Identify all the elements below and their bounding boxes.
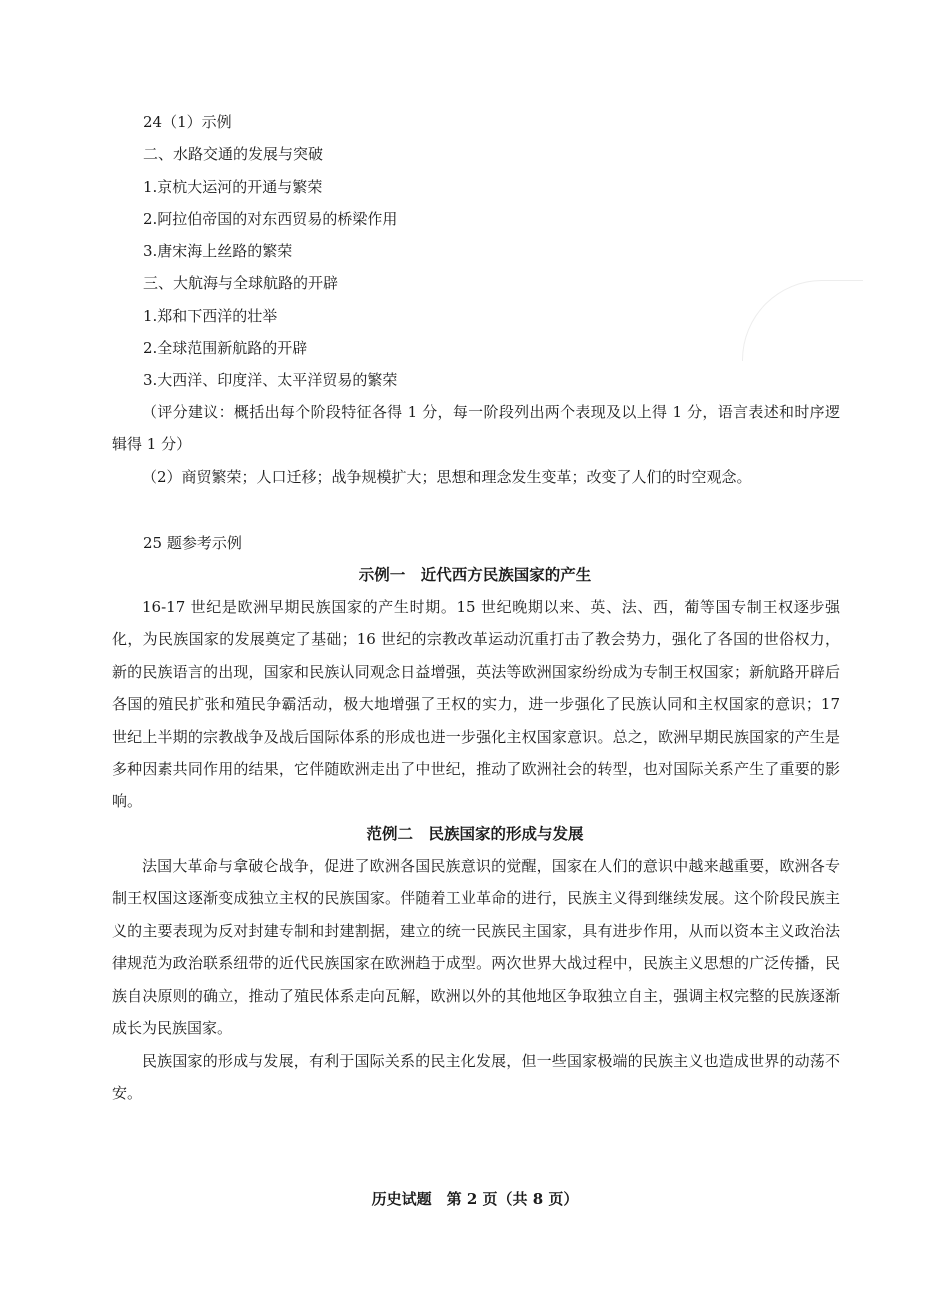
example-1-heading: 示例一 近代西方民族国家的产生 [358,565,592,584]
q24-part-2: （2）商贸繁荣；人口迁移；战争规模扩大；思想和理念发生变革；改变了人们的时空观念。 [142,468,752,486]
example-2-heading: 范例二 民族国家的形成与发展 [366,824,584,843]
scan-artifact [742,280,863,361]
example-2-body-1: 法国大革命与拿破仑战争，促进了欧洲各国民族意识的觉醒，国家在人们的意识中越来越重要，欧洲各专制王权国这逐渐变成独立主权的民族国家。伴随着工业革命的进行，民族主义得到继续发展。这个阶段民族主义的主要表现为反对封建专制和封建割据，建立的统一民族民主国家，具有进步作用，从而以资本主义政治法律规范为政治联系纽带的近代民族国家在欧洲趋于成型。两次世界大战过程中，民族主义思想的广泛传播，民族自决原则的确立，推动了殖民体系走向瓦解，欧洲以外的其他地区争取独立自主，强调主权完整的民族逐渐成长为民族国家。 [112,857,840,1038]
q24-item-4: 1.郑和下西洋的壮举 [143,307,278,325]
q24-item-6: 3.大西洋、印度洋、太平洋贸易的繁荣 [143,371,398,389]
q24-item-5: 2.全球范围新航路的开辟 [143,339,308,357]
q24-item-3: 3.唐宋海上丝路的繁荣 [143,242,293,260]
page-footer: 历史试题 第 2 页（共 8 页） [371,1190,579,1208]
q24-scoring-note: （评分建议：概括出每个阶段特征各得 1 分，每一阶段列出两个表现及以上得 1 分，语言表述和时序逻辑得 1 分） [112,403,840,454]
q24-item-1: 1.京杭大运河的开通与繁荣 [143,178,323,196]
q24-item-2: 2.阿拉伯帝国的对东西贸易的桥梁作用 [143,210,398,228]
q25-title: 25 题参考示例 [143,534,242,552]
example-1-body: 16-17 世纪是欧洲早期民族国家的产生时期。15 世纪晚期以来、英、法、西，葡等国专制王权逐步强化，为民族国家的发展奠定了基础；16 世纪的宗教改革运动沉重打击了教会势力，强化了各国的世俗权力，新的民族语言的出现，国家和民族认同观念日益增强，英法等欧洲国家纷纷成为专制王权国家；新航路开辟后各国的殖民扩张和殖民争霸活动，极大地增强了王权的实力，进一步强化了民族认同和主权国家的意识；17 世纪上半期的宗教战争及战后国际体系的形成也进一步强化主权国家意识。总之，欧洲早期民族国家的产生是多种因素共同作用的结果，它伴随欧洲走出了中世纪，推动了欧洲社会的转型，也对国际关系产生了重要的影响。 [112,598,840,811]
q24-title: 24（1）示例 [143,113,232,131]
example-2-body-2: 民族国家的形成与发展，有利于国际关系的民主化发展，但一些国家极端的民族主义也造成世界的动荡不安。 [112,1052,840,1103]
q24-section-3: 三、大航海与全球航路的开辟 [143,274,339,292]
q24-section-2: 二、水路交通的发展与突破 [143,145,324,163]
